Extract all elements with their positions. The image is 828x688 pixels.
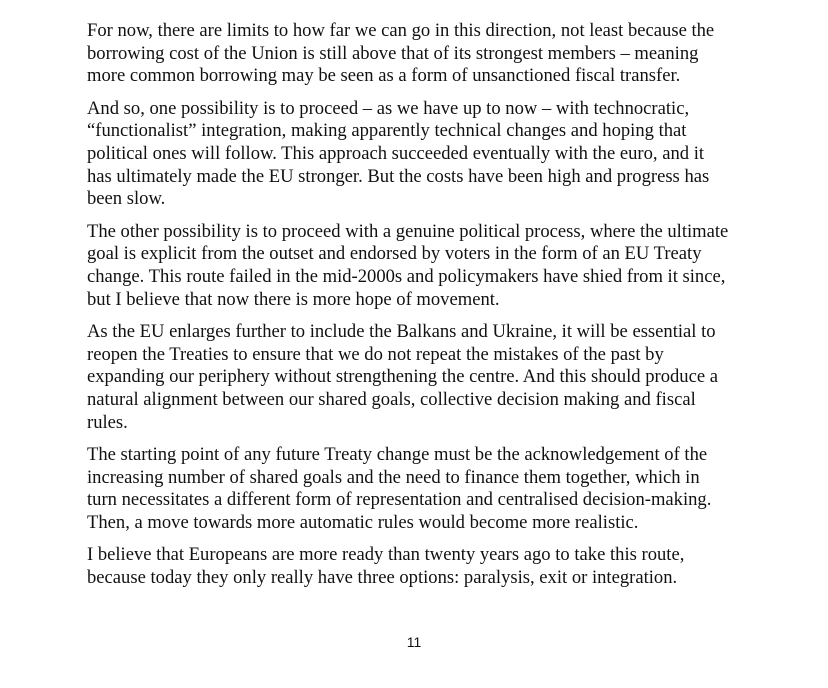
paragraph-1 bbox=[87, 20, 762, 88]
text-line: borrowing cost of the Union is still above that of its strongest members – meaning bbox=[87, 42, 699, 64]
text-line: And so, one possibility is to proceed – as we have up to now – with technocratic, bbox=[87, 97, 690, 119]
text-line: goal is explicit from the outset and endorsed by voters in the form of an EU Treaty bbox=[87, 243, 702, 265]
text-line: natural alignment between our shared goals, collective decision making and fiscal bbox=[87, 388, 696, 410]
text-line: been slow. bbox=[87, 188, 166, 210]
text-line: The other possibility is to proceed with a genuine political process, where the ultimate bbox=[87, 220, 729, 242]
text-line: turn necessitates a different form of representation and centralised decision-making. bbox=[87, 489, 712, 511]
text-line: but I believe that now there is more hope of movement. bbox=[87, 288, 500, 310]
text-line: change. This route failed in the mid-2000s and policymakers have shied from it since, bbox=[87, 265, 726, 287]
text-line: reopen the Treaties to ensure that we do not repeat the mistakes of the past by bbox=[87, 343, 664, 365]
paragraph-3 bbox=[87, 221, 762, 311]
text-line: because today they only really have three options: paralysis, exit or integration. bbox=[87, 567, 678, 589]
text-line: expanding our periphery without strengthening the centre. And this should produce a bbox=[87, 366, 719, 388]
paragraph-6 bbox=[87, 544, 762, 589]
text-line: For now, there are limits to how far we can go in this direction, not least because the bbox=[87, 20, 715, 41]
text-line: political ones will follow. This approach succeeded eventually with the euro, and it bbox=[87, 142, 705, 164]
text-line: has ultimately made the EU stronger. But the costs have been high and progress has bbox=[87, 165, 710, 187]
text-line: I believe that Europeans are more ready than twenty years ago to take this route, bbox=[87, 544, 685, 566]
paragraph-2 bbox=[87, 98, 762, 211]
text-line: rules. bbox=[87, 411, 128, 433]
page-number: 11 bbox=[406, 634, 422, 650]
paragraph-4 bbox=[87, 321, 762, 434]
text-line: Then, a move towards more automatic rules would become more realistic. bbox=[87, 511, 639, 533]
paragraph-5 bbox=[87, 444, 762, 534]
text-line: As the EU enlarges further to include the Balkans and Ukraine, it will be essential to bbox=[87, 321, 716, 343]
body-text bbox=[87, 20, 762, 600]
text-line: “functionalist” integration, making apparently technical changes and hoping that bbox=[87, 120, 687, 142]
text-line: increasing number of shared goals and the need to finance them together, which in bbox=[87, 466, 700, 488]
text-line: The starting point of any future Treaty change must be the acknowledgement of the bbox=[87, 444, 708, 466]
text-line: more common borrowing may be seen as a form of unsanctioned fiscal transfer. bbox=[87, 65, 681, 87]
